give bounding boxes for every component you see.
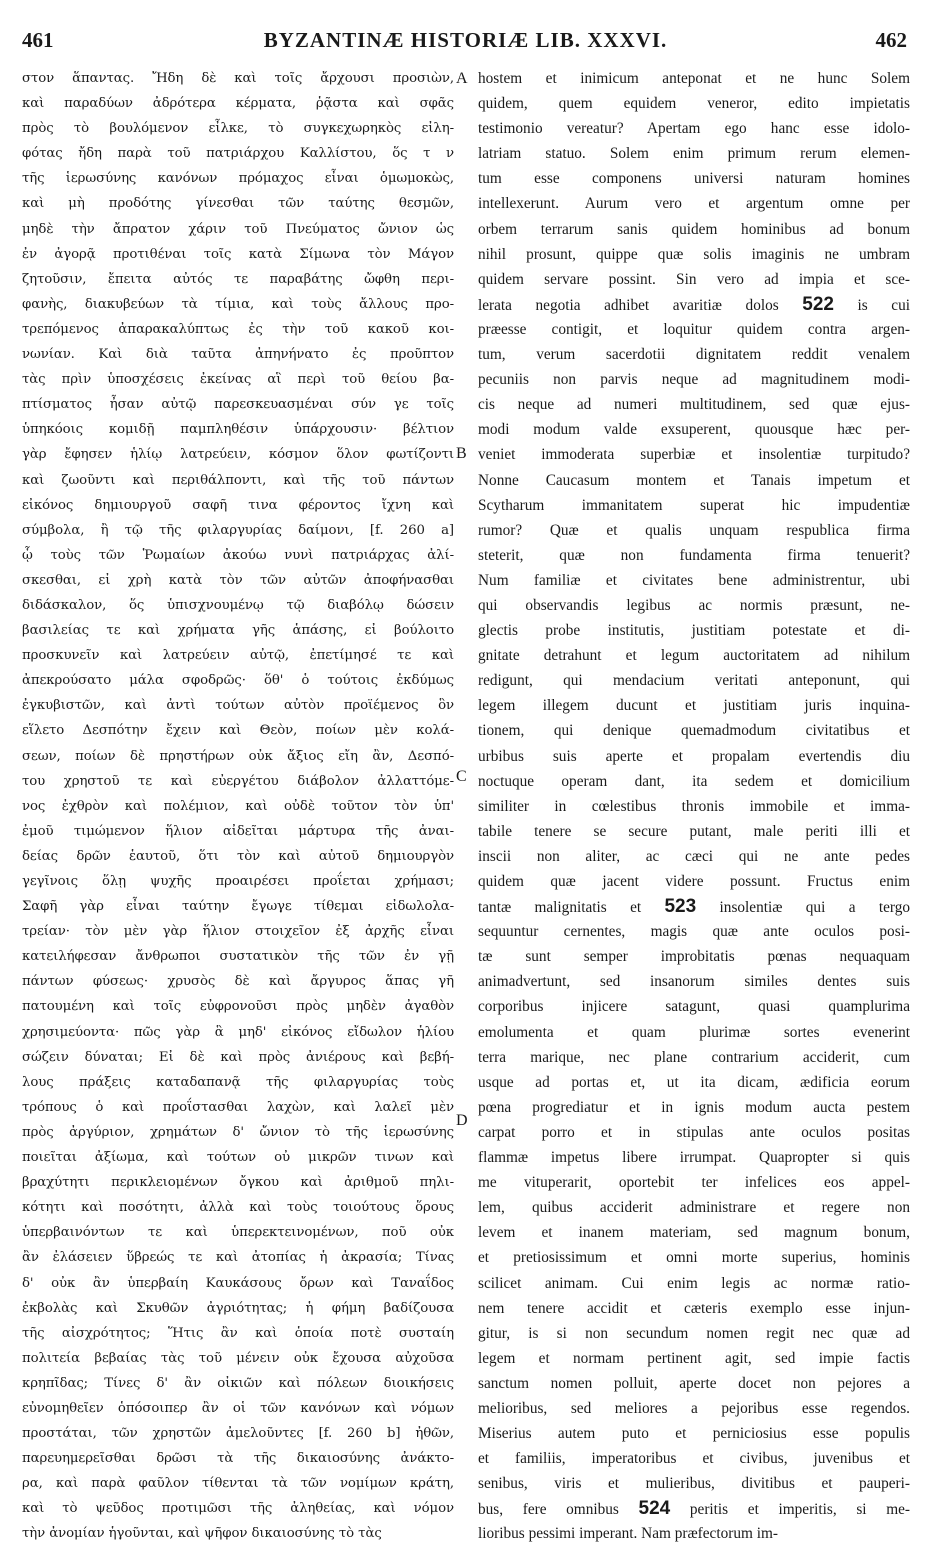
latin-text-segment: me vituperarit, oportebit ter infelices eos appel- bbox=[478, 1174, 910, 1192]
latin-text-line bbox=[478, 1346, 910, 1371]
latin-text-segment: latriam statuo. Solem enim primum rerum elemen- bbox=[478, 145, 910, 163]
latin-text-line bbox=[478, 744, 910, 769]
greek-text-line: ἐκβολὰς καὶ Σκυθῶν ἀγριότητας; ἡ φήμη βαδίζουσα bbox=[22, 1300, 454, 1316]
latin-text-segment: pœna progrediatur et in ignis modum aucta pestem bbox=[478, 1098, 910, 1116]
latin-text-segment: modi modum valde exsuperent, quousque hæc per- bbox=[478, 421, 910, 439]
greek-text-line: πολιτεία βεβαίας τὰς τοῦ μένειν οὐκ ἔχουσα αὐχοῦσα bbox=[22, 1350, 454, 1366]
latin-text-line bbox=[478, 267, 910, 292]
latin-text-segment: rumor? Quæ et qualis unquam respublica firma bbox=[478, 521, 910, 539]
latin-text-segment: senibus, viris et mulieribus, divitibus et pauperi- bbox=[478, 1475, 910, 1493]
latin-text-line bbox=[478, 191, 910, 216]
latin-text-line bbox=[478, 493, 910, 518]
greek-text-line: καὶ τὸ ψεῦδος προτιμῶσι τῆς ἀληθείας, καὶ νόμον bbox=[22, 1501, 454, 1517]
latin-text-segment: Miserius autem puto et perniciosius esse populis bbox=[478, 1425, 910, 1443]
greek-text-line: κότητι καὶ ποσότητι, ἀλλὰ καὶ τοὺς τοιούτους ὅρους bbox=[22, 1200, 454, 1216]
latin-text-line bbox=[478, 1296, 910, 1321]
section-marker-c: C bbox=[456, 768, 467, 785]
latin-text-line bbox=[478, 994, 910, 1019]
latin-text-segment: nem tenere accidit et cæteris exemplo esse injun- bbox=[478, 1299, 910, 1317]
latin-text-line bbox=[478, 66, 910, 91]
greek-text-line: νωνίαν. Καὶ διὰ ταῦτα ἀπηνήνατο ἐς προῦπτον bbox=[22, 347, 454, 363]
latin-text-segment: veniet immoderata superbiæ et insolentiæ turpitudo? bbox=[478, 446, 910, 464]
greek-text-line: του χρηστοῦ τε καὶ εὐεργέτου διάβολον ἀλλαττόμε- bbox=[22, 773, 454, 789]
latin-text-line bbox=[478, 1396, 910, 1421]
right-page-number: 462 bbox=[875, 28, 907, 52]
greek-text-line: ζητοῦσιν, ἔπειτα αὐτός τε παραβάτης ὤφθη περι- bbox=[22, 271, 454, 287]
latin-text-segment: Nonne Caucasum montem et Tanais impetum et bbox=[478, 471, 910, 489]
greek-text-line: ἐν ἀγορᾷ προτιθέναι τοῖς κατὰ Σίμωνα τὸν Μάγον bbox=[22, 246, 454, 262]
greek-text-line: καὶ παραδύων ἀδρότερα κέρματα, ῥᾷστα καὶ σφᾶς bbox=[22, 96, 454, 112]
latin-text-column bbox=[478, 66, 910, 1547]
greek-text-line: καὶ ζωοῦντι καὶ περιθάλποντι, καὶ τῆς τοῦ πάντων bbox=[22, 472, 454, 488]
latin-text-segment: orbem terrarum sanis quidem hominibus ad bonum bbox=[478, 220, 910, 238]
left-page-number: 461 bbox=[22, 28, 54, 52]
page-header bbox=[18, 18, 913, 52]
latin-text-line bbox=[478, 367, 910, 392]
greek-text-line: εἵλετο Δεσπότην ἔχειν καὶ Θεὸν, ποίων μὲν κολά- bbox=[22, 723, 454, 739]
greek-text-line: προσκυνεῖν καὶ λατρεύειν αὐτῷ, ἐπετίμησέ τε καὶ bbox=[22, 648, 454, 664]
greek-text-line: πρὸς τὸ βουλόμενον εἶλκε, τὸ συγκεχωρηκὸς εἰλη- bbox=[22, 121, 454, 137]
greek-text-line: κατειλήφεσαν ἄνθρωποι συστατικὸν τῆς τῶν ἐν γῇ bbox=[22, 949, 454, 965]
greek-text-line: χρησιμεύοντα· πῶς γὰρ ἃ μηδ' εἰκόνος εἴδωλον ἡλίου bbox=[22, 1024, 454, 1040]
latin-text-segment: nihil prosunt, quippe quæ solis imaginis ne umbram bbox=[478, 245, 910, 263]
latin-text-line bbox=[478, 1496, 910, 1521]
latin-text-line bbox=[478, 1271, 910, 1296]
latin-text-segment: peritis et imperitis, si me- bbox=[670, 1501, 910, 1519]
page-marker: 523 bbox=[664, 896, 697, 918]
latin-text-line bbox=[478, 417, 910, 442]
latin-text-line bbox=[478, 718, 910, 743]
latin-text-segment: tionem, qui denique quemadmodum civitatibus et bbox=[478, 722, 910, 740]
latin-text-segment: et pretiosissimum et omni morte superius, hominis bbox=[478, 1249, 910, 1267]
greek-text-line: φότας ἤδη παρὰ τοῦ πατριάρχου Καλλίστου, ὅς τ ν bbox=[22, 146, 454, 162]
latin-text-segment: melioribus, sed meliores a pejoribus esse regendos. bbox=[478, 1399, 910, 1417]
latin-text-segment: et familiis, imperatoribus et civibus, juvenibus et bbox=[478, 1450, 910, 1468]
latin-text-segment: urbibus suis aperte et propalam evertendis diu bbox=[478, 747, 910, 765]
latin-text-segment: terra marique, nec plane contrarium acciderit, cum bbox=[478, 1048, 910, 1066]
latin-text-segment: præesse contigit, et loquitur quidem contra argen- bbox=[478, 320, 910, 338]
greek-text-line: σώζειν δύναται; Εἰ δὲ καὶ πρὸς ἀνιέρους καὶ βεβή- bbox=[22, 1049, 454, 1065]
latin-text-line bbox=[478, 518, 910, 543]
latin-text-segment: inscii non aliter, ac cæci qui ne ante pedes bbox=[478, 847, 910, 865]
latin-text-line bbox=[478, 794, 910, 819]
latin-text-segment: sequuntur cernentes, magis quæ ante oculos posi- bbox=[478, 923, 910, 941]
greek-text-line: βασιλείας τε καὶ χρήματα γῆς ἁπάσης, εἰ βούλοιτο bbox=[22, 623, 454, 639]
latin-text-segment: similiter in cœlestibus thronis immobile et imma- bbox=[478, 797, 910, 815]
greek-text-line: φανὴς, διακυβεύων τὰ τίμια, καὶ τοὺς ἄλλους προ- bbox=[22, 296, 454, 312]
latin-text-line bbox=[478, 844, 910, 869]
latin-text-line bbox=[478, 1145, 910, 1170]
latin-text-line bbox=[478, 593, 910, 618]
greek-text-line: εἰκόνος δημιουργοῦ σαφῆ τινα φέροντος ἴχνη καὶ bbox=[22, 497, 454, 513]
greek-text-line: λους πράξεις καταδαπανᾷ τῆς φιλαργυρίας τοὺς bbox=[22, 1074, 454, 1090]
latin-text-segment: Num familiæ et civitates bene administrentur, ubi bbox=[478, 571, 910, 589]
section-marker-d: D bbox=[456, 1112, 468, 1129]
latin-text-line bbox=[478, 468, 910, 493]
greek-text-line: προστάται, τῶν χρηστῶν ἀμελοῦντες [f. 260 b] ἠθῶν, bbox=[22, 1426, 454, 1442]
greek-text-column bbox=[22, 66, 454, 1547]
latin-text-line bbox=[478, 618, 910, 643]
latin-text-segment: gnitate detrahunt et legum auctoritatem ad nihilum bbox=[478, 647, 910, 665]
greek-text-line: γεγῖνοις ὅλῃ ψυχῆς προαιρέσει προΐεται χρήμασι; bbox=[22, 874, 454, 889]
latin-text-line bbox=[478, 1471, 910, 1496]
greek-text-line: τρεπόμενος ἀπαρακαλύπτως ἐς τὴν τοῦ κακοῦ κοι- bbox=[22, 321, 454, 337]
greek-text-line: γὰρ ἔφησεν ἡλίῳ λατρεύειν, κόσμον ὅλον φωτίζοντι bbox=[22, 447, 454, 463]
latin-text-line bbox=[478, 919, 910, 944]
latin-text-line bbox=[478, 1521, 910, 1546]
latin-text-line bbox=[478, 141, 910, 166]
latin-text-line bbox=[478, 1070, 910, 1095]
latin-text-line bbox=[478, 944, 910, 969]
latin-text-segment: Scytharum immanitatem superat hic impudentiæ bbox=[478, 496, 910, 514]
latin-text-line bbox=[478, 442, 910, 467]
latin-text-segment: lioribus pessimi imperant. Nam præfectorum im- bbox=[478, 1525, 778, 1543]
greek-text-line: σύμβολα, ἢ τῷ τῆς φιλαργυρίας δαίμονι, [f. 260 a] bbox=[22, 522, 454, 538]
greek-text-line: πατουμένη καὶ τοῖς εὐφρονοῦσι πρὸς μηδὲν ἀγαθὸν bbox=[22, 999, 454, 1015]
latin-text-line bbox=[478, 116, 910, 141]
latin-text-line bbox=[478, 894, 910, 919]
greek-text-line: ἂν ἐλάσειεν ὕβρεώς τε καὶ ἀτοπίας ἡ ἀκρασία; Τίνας bbox=[22, 1250, 454, 1266]
latin-text-line bbox=[478, 1321, 910, 1346]
greek-text-line: μηδὲ τὴν ἄπρατον χάριν τοῦ Πνεύματος ὤνιον ὡς bbox=[22, 221, 454, 237]
latin-text-line bbox=[478, 819, 910, 844]
latin-text-line bbox=[478, 869, 910, 894]
greek-text-line: ποιεῖται ἀξίωμα, καὶ τούτων οὐ μικρῶν τινων καὶ bbox=[22, 1150, 454, 1166]
latin-text-line bbox=[478, 91, 910, 116]
latin-text-segment: carpat porro et in stipulas ante oculos positas bbox=[478, 1123, 910, 1141]
latin-text-line bbox=[478, 969, 910, 994]
latin-text-line bbox=[478, 1446, 910, 1471]
section-marker-a: A bbox=[456, 70, 468, 87]
latin-text-segment: lerata negotia adhibet avaritiæ dolos bbox=[478, 296, 803, 314]
latin-text-line bbox=[478, 1195, 910, 1220]
greek-text-line: τῆς ἱερωσύνης κανόνων πρόμαχος εἶναι ὁμωμοκὼς, bbox=[22, 171, 454, 187]
latin-text-segment: redigunt, qui mendacium veritati anteponunt, qui bbox=[478, 672, 910, 690]
latin-text-line bbox=[478, 568, 910, 593]
latin-text-line bbox=[478, 543, 910, 568]
latin-text-segment: intellexerunt. Aurum vero et argentum omne per bbox=[478, 195, 910, 213]
greek-text-line: τρείαν· τὸν μὲν γὰρ ἥλιον στοιχεῖον ἐξ ἀρχῆς εἶναι bbox=[22, 924, 454, 940]
page-marker: 524 bbox=[638, 1498, 671, 1520]
greek-text-line: καὶ μὴ προδότης γίνεσθαι τῶν ταύτης θεσμῶν, bbox=[22, 196, 454, 212]
greek-text-line: Σαφῆ γὰρ εἶναι ταύτην ἔγωγε τίθεμαι εἰδωλολα- bbox=[22, 899, 454, 915]
latin-text-line bbox=[478, 643, 910, 668]
greek-text-line: πάντων φύσεως· χρυσὸς δὲ καὶ ἄργυρος ἅπας γῆ bbox=[22, 974, 454, 990]
latin-text-line bbox=[478, 292, 910, 317]
latin-text-line bbox=[478, 1371, 910, 1396]
latin-text-segment: glectis probe institutis, justitiam potestate et di- bbox=[478, 622, 910, 640]
latin-text-line bbox=[478, 1421, 910, 1446]
latin-text-line bbox=[478, 342, 910, 367]
greek-text-line: σκεσθαι, εἰ χρὴ κατὰ τὸν τῶν αὐτῶν ἀποφήνασθαι bbox=[22, 572, 454, 588]
latin-text-segment: levem et inanem materiam, sed magnum bonum, bbox=[478, 1224, 910, 1242]
greek-text-line: στον ἅπαντας. Ἤδη δὲ καὶ τοῖς ἄρχουσι προσιὼν, bbox=[22, 71, 454, 86]
latin-text-line bbox=[478, 217, 910, 242]
greek-text-line: διδάσκαλον, ὅς ὑπισχνουμένῳ τῷ διαβόλῳ δώσειν bbox=[22, 597, 454, 613]
latin-text-segment: tantæ malignitatis et bbox=[478, 899, 665, 917]
greek-text-line: βραχύτητι περικλειομένων ὄγκου καὶ ἀριθμοῦ πηλι- bbox=[22, 1175, 454, 1191]
latin-text-segment: animadvertunt, sed insanorum similes dentes suis bbox=[478, 973, 910, 991]
latin-text-segment: insolentiæ qui a tergo bbox=[696, 899, 910, 917]
greek-text-line: ὑπερβαινόντων τε καὶ ὑπερεκτεινομένων, ποῦ οὐκ bbox=[22, 1225, 454, 1241]
greek-text-line: πρὸς ἀργύριον, χρημάτων δ' ὤνιον τὸ τῆς ἱερωσύνης bbox=[22, 1124, 454, 1140]
latin-text-segment: cis neque ad numeri multitudinem, sed quæ ejus- bbox=[478, 396, 910, 414]
latin-text-line bbox=[478, 668, 910, 693]
latin-text-segment: emolumenta et quam plurimæ sortes evenerint bbox=[478, 1023, 910, 1041]
greek-text-line: δ' οὐκ ἂν ὑπερβαίη Καυκάσους ὄρων καὶ Ταναΐδος bbox=[22, 1275, 454, 1291]
latin-text-segment: steterit, quæ non fundamenta firma tenuerit? bbox=[478, 546, 910, 564]
latin-text-line bbox=[478, 1045, 910, 1070]
latin-text-segment: scilicet animam. Cui enim legis ac normæ ratio- bbox=[478, 1274, 910, 1292]
latin-text-segment: usque ad portas et, ut ita dicam, ædificia eorum bbox=[478, 1073, 910, 1091]
latin-text-segment: sanctum nomen polluit, aperte docet non pejores a bbox=[478, 1374, 910, 1392]
latin-text-line bbox=[478, 242, 910, 267]
latin-text-line bbox=[478, 693, 910, 718]
greek-text-line: δείας δρῶν ἑαυτοῦ, ὅτι τὸν καὶ αὐτοῦ δημιουργὸν bbox=[22, 848, 454, 864]
latin-text-segment: noctuque operam dant, ita sedem et domicilium bbox=[478, 772, 910, 790]
latin-text-segment: legem et normam pertinent agit, sed impie factis bbox=[478, 1349, 910, 1367]
latin-text-segment: quidem servare possint. Sin vero ad impia et sce- bbox=[478, 270, 910, 288]
latin-text-segment: testimonio vereatur? Apertam ego hanc esse idolo- bbox=[478, 120, 910, 138]
latin-text-line bbox=[478, 166, 910, 191]
greek-text-line: πτίσματος ἦσαν αὐτῷ παρεσκευασμέναι σύν γε τοῖς bbox=[22, 397, 454, 413]
greek-text-line: ᾧ τοὺς τῶν Ῥωμαίων ἀκούω νυνὶ πατριάρχας ἀλί- bbox=[22, 547, 454, 563]
latin-text-segment: tum esse componens universi naturam homines bbox=[478, 170, 910, 188]
greek-text-line: ὑπηκόοις κομιδῇ παμπληθέσιν ὑπάρχουσιν· βέλτιον bbox=[22, 422, 454, 438]
greek-text-line: τρόπους ὁ καὶ προΐστασθαι λαχὼν, καὶ λαλεῖ μὲν bbox=[22, 1099, 454, 1115]
latin-text-segment: hostem et inimicum anteponat et ne hunc Solem bbox=[478, 70, 910, 87]
latin-text-line bbox=[478, 769, 910, 794]
latin-text-segment: corporibus injicere satagunt, quasi quamplurima bbox=[478, 998, 910, 1016]
latin-text-segment: bus, fere omnibus bbox=[478, 1501, 639, 1519]
latin-text-segment: qui observandis legibus ac normis præsunt, ne- bbox=[478, 596, 910, 614]
greek-text-line: τὰς πρὶν ὑποσχέσεις ἐκείνας αἳ περὶ τοῦ θείου βα- bbox=[22, 372, 454, 388]
greek-text-line: εὐνομηθεῖεν ὁπόσοιπερ ἂν οἱ τῶν κανόνων καὶ νόμων bbox=[22, 1400, 454, 1416]
latin-text-segment: tæ sunt semper improbitatis pœnas nequaquam bbox=[478, 948, 910, 966]
greek-text-line: ἐμοῦ τιμώμενον ἥλιον αἰδεῖται μάρτυρα τῆς ἀναι- bbox=[22, 823, 454, 839]
section-marker-b: B bbox=[456, 445, 467, 462]
latin-text-line bbox=[478, 1170, 910, 1195]
latin-text-segment: quidem quæ jacent videre possunt. Fructus enim bbox=[478, 873, 910, 890]
latin-text-segment: gitur, is si non secundum nomen regit nec quæ ad bbox=[478, 1324, 910, 1342]
running-title: BYZANTINÆ HISTORIÆ LIB. XXXVI. bbox=[263, 28, 668, 52]
greek-text-line: ἐγκυβιστῶν, καὶ ἀντὶ τούτων αὐτὸν προϊέμενος ὃν bbox=[22, 698, 454, 714]
latin-text-line bbox=[478, 1020, 910, 1045]
latin-text-line bbox=[478, 317, 910, 342]
page-marker: 522 bbox=[802, 293, 834, 315]
latin-text-segment: tum, verum sacerdotii dignitatem reddit venalem bbox=[478, 346, 910, 364]
latin-text-line bbox=[478, 1220, 910, 1245]
latin-text-segment: tabile tenere se secure putant, male periti illi et bbox=[478, 822, 910, 840]
greek-text-line: παρευημερεῖσθαι δρῶσι τὰ τῆς δικαιοσύνης ἀνάκτο- bbox=[22, 1451, 454, 1467]
greek-text-line: ρα, καὶ παρὰ φαῦλον τίθενται τὰ τῶν νομίμων κράτη, bbox=[22, 1476, 454, 1492]
latin-text-segment: is cui bbox=[833, 296, 910, 314]
latin-text-line bbox=[478, 1120, 910, 1145]
latin-text-segment: quidem, quem equidem veneror, edito impietatis bbox=[478, 95, 910, 113]
greek-text-line: σεων, ποίων δὲ πρηστήρων οὐκ ἄξιος εἴη ἂν, Δεσπό- bbox=[22, 748, 454, 764]
greek-text-line: ἀπεκρούσατο μάλα σφοδρῶς· ὅθ' ὁ τούτοις ἐκδύμως bbox=[22, 673, 454, 689]
latin-text-line bbox=[478, 1095, 910, 1120]
greek-text-line: τὴν ἀνομίαν ἡγοῦνται, καὶ ψῆφον δικαιοσύνης τὸ τὰς bbox=[22, 1526, 382, 1542]
latin-text-segment: legem illegem ducunt et justitiam juris inquina- bbox=[478, 697, 910, 715]
greek-text-line: κρηπῖδας; Τίνες δ' ἂν οἰκιῶν καὶ πόλεων διοικήσεις bbox=[22, 1375, 454, 1391]
latin-text-segment: pecuniis non parvis neque ad magnitudinem modi- bbox=[478, 371, 910, 389]
latin-text-segment: lem, quibus acciderit administrare et regere non bbox=[478, 1199, 910, 1217]
latin-text-line bbox=[478, 392, 910, 417]
latin-text-line bbox=[478, 1245, 910, 1270]
latin-text-segment: flammæ impetus libere irrumpat. Quapropter si quis bbox=[478, 1149, 910, 1167]
greek-text-line: νος ἐχθρὸν καὶ πολέμιον, καὶ οὐδὲ τοῦτον τὸν ὑπ' bbox=[22, 798, 454, 814]
greek-text-line: τῆς αἰσχρότητος; Ἥτις ἂν καὶ ὁποία ποτὲ συσταίη bbox=[22, 1325, 454, 1341]
